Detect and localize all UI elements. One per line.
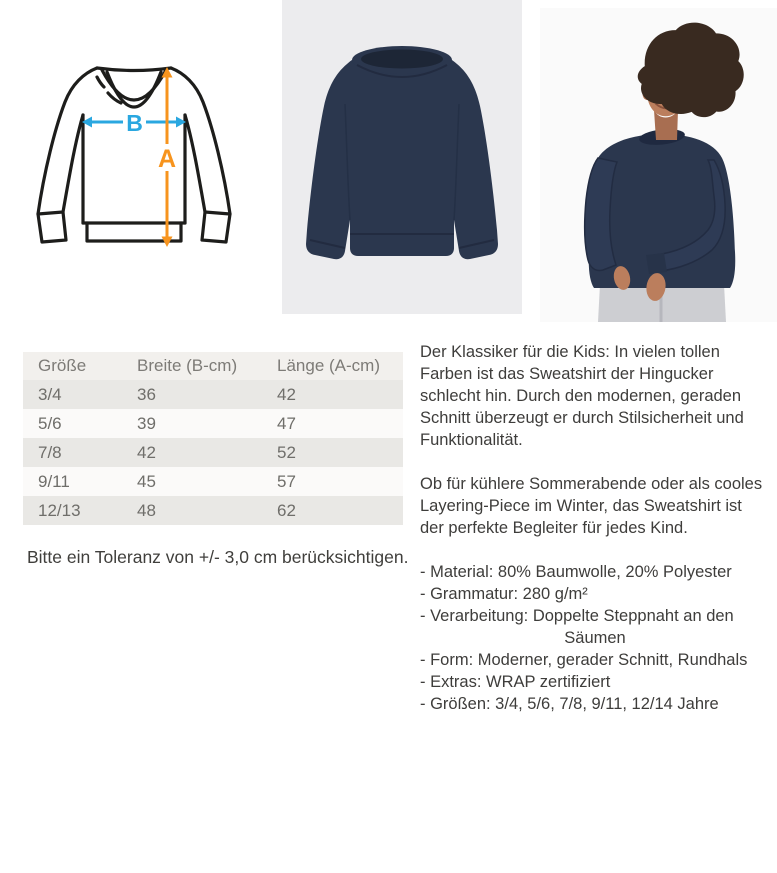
column-header: Breite (B-cm) xyxy=(137,356,238,375)
size-table xyxy=(23,352,403,525)
product-photo-illustration xyxy=(282,0,522,314)
table-cell: 3/4 xyxy=(38,384,62,404)
table-cell: 42 xyxy=(277,384,296,404)
bullet-list xyxy=(420,561,770,715)
column-header: Länge (A-cm) xyxy=(277,356,380,375)
sweatshirt-outline-drawing xyxy=(36,60,235,248)
table-cell: 57 xyxy=(277,471,296,491)
description-paragraph: Ob für kühlere Sommerabende oder als cooles Layering-Piece im Winter, das Sweatshirt ist der perfekte Begleiter für jedes Kind. xyxy=(420,475,763,537)
product-photo-image[interactable] xyxy=(282,0,522,314)
width-label: B xyxy=(126,110,143,136)
size-table-header xyxy=(23,352,403,380)
length-label: A xyxy=(157,145,177,173)
length-arrow-icon xyxy=(155,67,179,247)
size-table-body xyxy=(23,380,403,525)
model-photo-illustration xyxy=(540,8,777,322)
bullet-item: - Material: 80% Baumwolle, 20% Polyester xyxy=(420,563,732,581)
bullet-item-wrap: Säumen xyxy=(564,629,626,647)
bullet-item: - Extras: WRAP zertifiziert xyxy=(420,673,611,691)
sweatshirt-worn xyxy=(585,127,736,288)
table-cell: 9/11 xyxy=(38,471,70,491)
column-header: Größe xyxy=(38,356,87,375)
table-cell: 52 xyxy=(277,442,296,462)
sweatshirt-outline xyxy=(38,68,230,242)
bullet-item: - Form: Moderner, gerader Schnitt, Rundhals xyxy=(420,651,748,669)
width-arrow-icon xyxy=(82,109,186,136)
tolerance-note: Bitte ein Toleranz von +/- 3,0 cm berücksichtigen. xyxy=(27,547,409,567)
size-diagram-image[interactable] xyxy=(36,60,235,248)
bullet-item: - Verarbeitung: Doppelte Steppnaht an den Säumen xyxy=(420,605,770,649)
table-row xyxy=(23,467,403,496)
table-cell: 7/8 xyxy=(38,442,62,462)
table-row xyxy=(23,380,403,409)
bullet-item: - Größen: 3/4, 5/6, 7/8, 9/11, 12/14 Jahre xyxy=(420,695,719,713)
table-cell: 47 xyxy=(277,413,296,433)
table-cell: 48 xyxy=(137,500,156,520)
table-cell: 45 xyxy=(137,471,156,491)
table-row xyxy=(23,438,403,467)
description-paragraph: Der Klassiker für die Kids: In vielen tollen Farben ist das Sweatshirt der Hingucker schlecht hin. Durch den modernen, geraden Schnitt überzeugt er durch Stilsicherheit und Funktionalität. xyxy=(420,343,744,449)
table-cell: 12/13 xyxy=(38,500,81,520)
table-row xyxy=(23,409,403,438)
table-row xyxy=(23,496,403,525)
table-cell: 42 xyxy=(137,442,156,462)
product-description xyxy=(420,341,770,715)
table-cell: 36 xyxy=(137,384,156,404)
model-photo-image[interactable] xyxy=(540,8,777,322)
table-cell: 5/6 xyxy=(38,413,62,433)
bullet-item: - Grammatur: 280 g/m² xyxy=(420,585,588,603)
table-cell: 39 xyxy=(137,413,156,433)
table-cell: 62 xyxy=(277,500,296,520)
